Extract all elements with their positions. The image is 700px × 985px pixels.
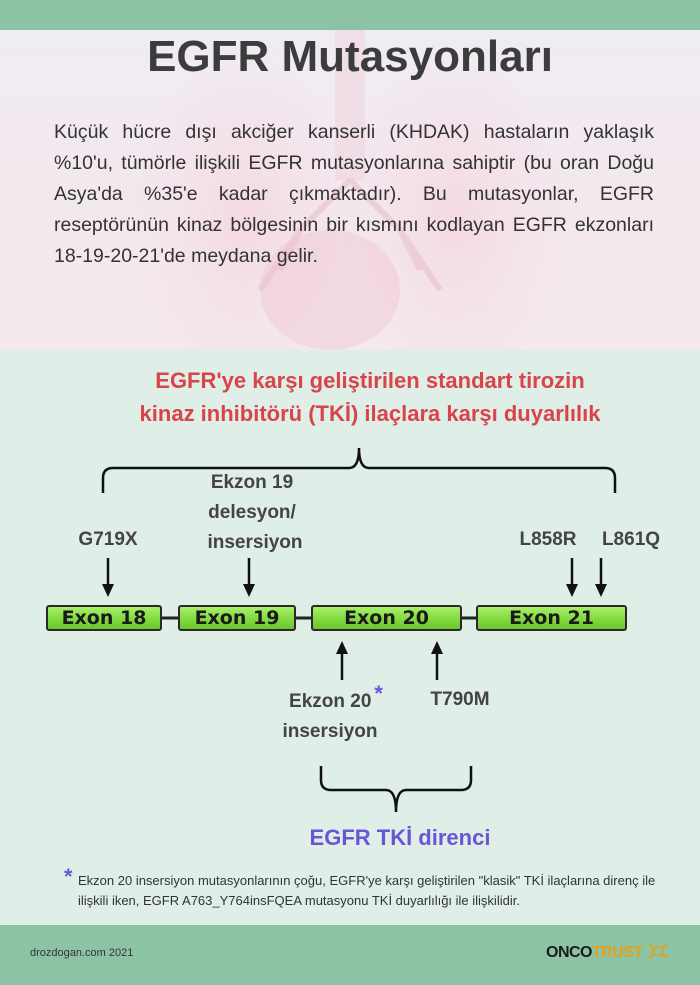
intro-paragraph: Küçük hücre dışı akciğer kanserli (KHDAK) hastaların yaklaşık %10'u, tümörle ilişkili EGFR mutasyonlarına sahiptir (bu oran Doğu Asya'da %35'e kadar çıkmaktadır). Bu mutasyonlar, EGFR reseptörünün kinaz bölgesinin bir kısmını kodlayan EGFR ekzonları 18-19-20-21'de meydana gelir.	[54, 121, 654, 267]
exon-20-box: Exon 20	[311, 605, 462, 631]
footnote-text: Ekzon 20 insersiyon mutasyonlarının çoğu, EGFR'ye karşı geliştirilen "klasik" TKİ ilaçlarına direnç ile ilişkili iken, EGFR A763_Y764insFQEA mutasyonu TKİ duyarlılığı ile ilişkilidir.	[78, 873, 656, 908]
exon19-label-line2: delesyon/	[208, 502, 296, 523]
arrow-exon20-insertion	[336, 641, 348, 680]
exon19-label-line3: insersiyon	[207, 532, 303, 553]
resistance-label: EGFR TKİ direnci	[309, 825, 491, 850]
mutation-label-t790m: T790M	[430, 689, 490, 710]
mutation-label-g719x: G719X	[78, 529, 138, 550]
logo-part-onco: ONCO	[546, 944, 592, 961]
mutation-label-exon19	[182, 468, 322, 558]
arrow-l861q	[595, 558, 607, 597]
exon-21-box: Exon 21	[476, 605, 627, 631]
mutation-label-l858r: L858R	[519, 529, 577, 550]
credit-text: drozdogan.com 2021	[30, 947, 134, 959]
exon20-asterisk: *	[374, 681, 383, 706]
sensitivity-brace	[103, 448, 615, 493]
mutation-label-l861q: L861Q	[601, 529, 661, 550]
exon20-label-line1: Ekzon 20	[289, 691, 372, 712]
resistance-brace	[321, 766, 471, 812]
footnote-asterisk: *	[64, 864, 73, 889]
mutation-label-exon20-insertion	[276, 681, 396, 747]
exon19-label-line1: Ekzon 19	[210, 472, 294, 493]
arrow-exon19	[243, 558, 255, 597]
dna-icon	[647, 942, 669, 960]
arrow-t790m	[431, 641, 443, 680]
exon20-label-line2: insersiyon	[282, 721, 378, 742]
arrow-g719x	[102, 558, 114, 597]
page-title: EGFR Mutasyonları	[147, 32, 553, 81]
exon-18-box: Exon 18	[46, 605, 162, 631]
exon-19-box: Exon 19	[178, 605, 296, 631]
oncotrust-logo	[546, 942, 669, 962]
logo-part-trust: TRUST	[592, 944, 643, 961]
arrow-l858r	[566, 558, 578, 597]
sensitivity-heading-line1: EGFR'ye karşı geliştirilen standart tirozin	[155, 368, 585, 393]
sensitivity-heading-line2: kinaz inhibitörü (TKİ) ilaçlara karşı duyarlılık	[139, 401, 601, 426]
